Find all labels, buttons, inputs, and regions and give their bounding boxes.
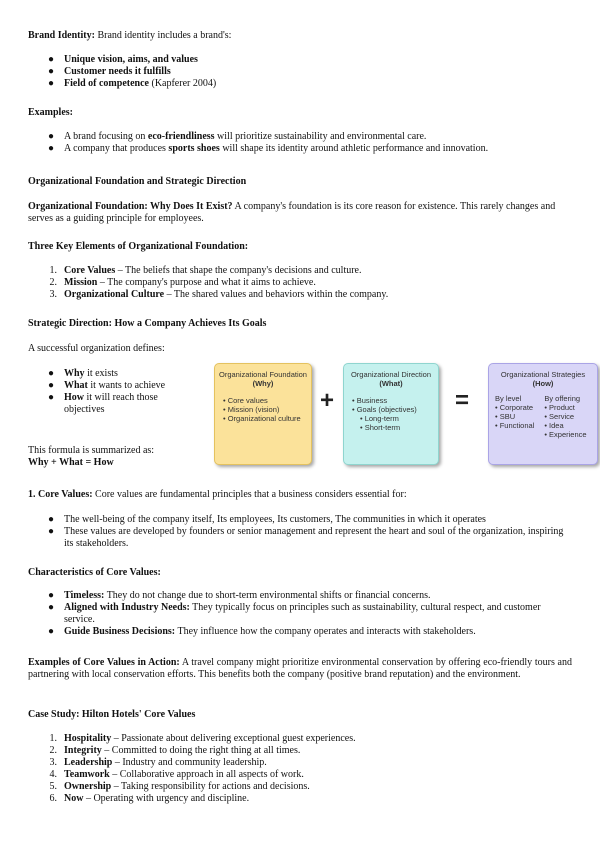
brand-identity-label: Brand Identity: [28, 30, 95, 41]
core-values-para: 1. Core Values: Core values are fundamental principles that a business considers essential for: [28, 489, 407, 500]
core-values-list [28, 514, 572, 550]
list-item: 1. Core Values – The beliefs that shape the company's decisions and culture. [49, 265, 362, 276]
list-item: 2. Integrity – Committed to doing the right thing at all times. [49, 745, 301, 756]
list-item: 4. Teamwork – Collaborative approach in all aspects of work. [49, 769, 304, 780]
list-item: 5. Ownership – Taking responsibility for actions and decisions. [49, 781, 310, 792]
characteristics-list [28, 590, 572, 638]
characteristics-heading: Characteristics of Core Values: [28, 567, 161, 578]
examples-heading: Examples: [28, 107, 73, 118]
list-item: ● Customer needs it fulfills [48, 66, 171, 77]
list-item: 6. Now – Operating with urgency and discipline. [49, 793, 250, 804]
brand-identity-para [28, 30, 231, 42]
brand-identity-list [28, 54, 572, 90]
strategic-intro: A successful organization defines: [28, 343, 165, 354]
list-item: ● A company that produces sports shoes will shape its identity around athletic performance and innovation. [48, 143, 489, 154]
case-study-list [28, 733, 572, 805]
case-study-heading: Case Study: Hilton Hotels' Core Values [28, 709, 196, 720]
direction-box: Organizational Direction (What) • Business • Goals (objectives) • Long-term • Short-term [343, 363, 439, 465]
strategy-diagram [214, 363, 587, 467]
citation: (Kapferer 2004) [148, 78, 217, 89]
foundation-box: Organizational Foundation (Why) • Core values • Mission (vision) • Organizational culture [214, 363, 312, 465]
list-item: ● Timeless: They do not change due to short-term environmental shifts or financial concerns. [48, 590, 431, 601]
plus-sign: + [320, 387, 335, 414]
list-item: 3. Leadership – Industry and community leadership. [49, 757, 267, 768]
list-item: ● Aligned with Industry Needs: They typically focus on principles such as sustainability, cultural respect, and customer service. [48, 602, 541, 625]
list-item: 2. Mission – The company's purpose and what it aims to achieve. [49, 277, 316, 288]
org-foundation-para: Organizational Foundation: Why Does It Exist? A company's foundation is its core reason for existence. This rarely changes and serves as a guiding principle for employees. [28, 201, 556, 224]
list-item: ● Guide Business Decisions: They influence how the company operates and interacts with stakeholders. [48, 626, 476, 637]
strategies-box: Organizational Strategies (How) By level • Corporate • SBU • Functional By offering • Product • Service • Idea • Experience [488, 363, 598, 465]
formula-intro: This formula is summarized as: [28, 445, 155, 456]
list-item: ● A brand focusing on eco-friendliness will prioritize sustainability and environmental care. [48, 131, 427, 142]
examples-list [28, 131, 572, 155]
list-item: ● Unique vision, aims, and values [48, 54, 198, 65]
list-item: ● What it wants to achieve [48, 380, 166, 391]
list-item: ● How it will reach those objectives [48, 392, 158, 415]
three-elements-list [28, 265, 572, 301]
examples-in-action-para: Examples of Core Values in Action: A travel company might prioritize environmental conservation by offering eco-friendly tours and partnering with local conservation efforts. This benefits both the company (positive brand reputation) and the environment. [28, 657, 572, 680]
list-item: ● Field of competence (Kapferer 2004) [48, 78, 217, 89]
strategic-heading: Strategic Direction: How a Company Achieves Its Goals [28, 318, 267, 329]
equals-sign: = [455, 387, 470, 414]
list-item: 3. Organizational Culture – The shared values and behaviors within the company. [49, 289, 389, 300]
list-item: ● The well-being of the company itself, Its employees, Its customers, The communities in which it operates [48, 514, 486, 525]
list-item: ● These values are developed by founders or senior management and represent the heart and soul of the organization, inspiring its stakeholders. [48, 526, 564, 549]
strategic-list [28, 368, 188, 416]
section-heading: Organizational Foundation and Strategic Direction [28, 176, 247, 187]
brand-identity-intro: Brand identity includes a brand's: [94, 30, 232, 41]
three-elements-heading: Three Key Elements of Organizational Foundation: [28, 241, 249, 252]
list-item: ● Why it exists [48, 368, 118, 379]
formula: Why + What = How [28, 457, 114, 468]
list-item: 1. Hospitality – Passionate about delivering exceptional guest experiences. [49, 733, 356, 744]
